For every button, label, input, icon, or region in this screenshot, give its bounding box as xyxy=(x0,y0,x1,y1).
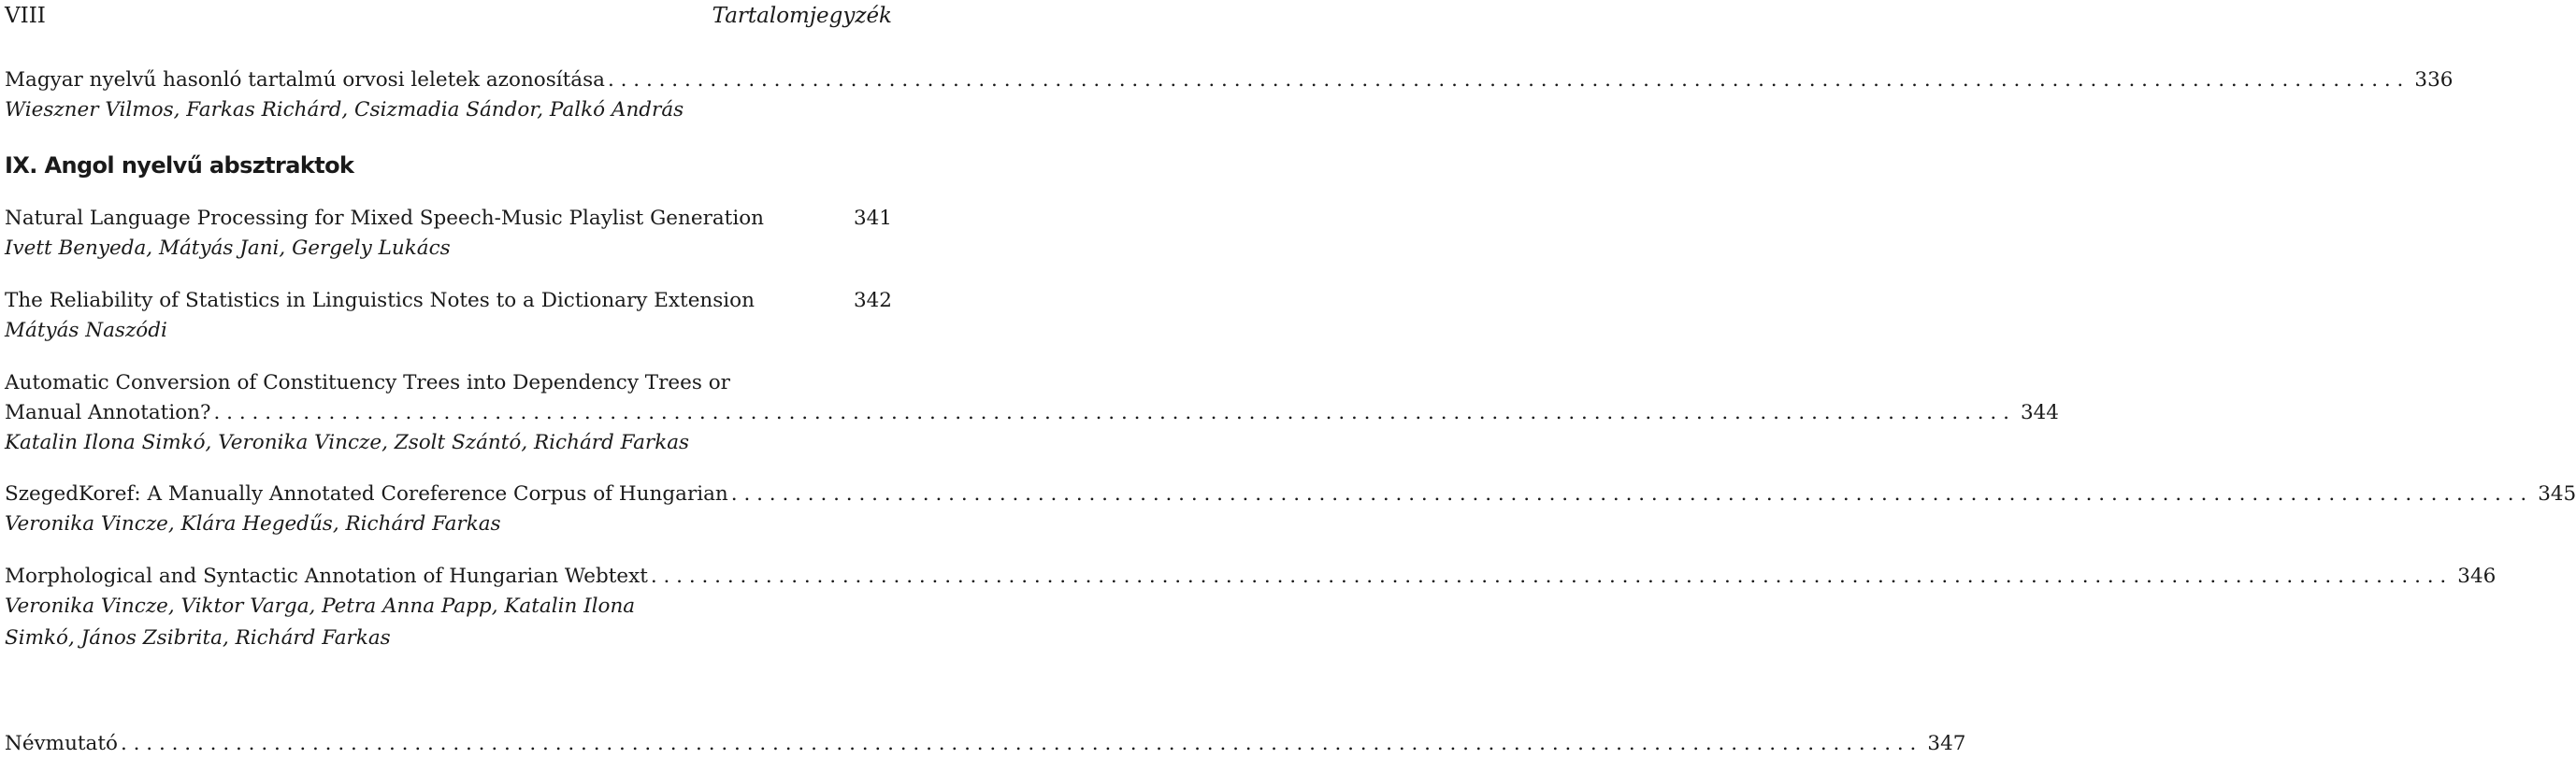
toc-entry-index xyxy=(5,729,1966,759)
entry-authors: Katalin Ilona Simkó, Veronika Vincze, Zsolt Szántó, Richárd Farkas xyxy=(5,431,690,454)
toc-entry-title xyxy=(5,286,892,316)
toc-entry-title-line1 xyxy=(5,368,892,398)
entry-title: The Reliability of Statistics in Linguistics Notes to a Dictionary Extension xyxy=(5,289,755,312)
entry-title: SzegedKoref: A Manually Annotated Coreference Corpus of Hungarian xyxy=(5,482,728,506)
dot-leader xyxy=(214,398,2009,428)
part-heading: IX. Angol nyelvű absztraktok xyxy=(5,152,354,179)
entry-page-number: 346 xyxy=(2457,565,2497,588)
toc-entry-title xyxy=(5,562,2497,592)
entry-title: Natural Language Processing for Mixed Speech-Music Playlist Generation xyxy=(5,207,764,230)
entry-title: Manual Annotation? xyxy=(5,401,211,424)
entry-authors: Wieszner Vilmos, Farkas Richárd, Csizmadia Sándor, Palkó András xyxy=(5,98,684,122)
entry-page-number: 336 xyxy=(2414,68,2454,92)
entry-authors: Ivett Benyeda, Mátyás Jani, Gergely Lukács xyxy=(5,236,451,260)
entry-title: Magyar nyelvű hasonló tartalmú orvosi leletek azonosítása xyxy=(5,68,605,92)
dot-leader xyxy=(651,562,2446,592)
entry-authors-line1: Veronika Vincze, Viktor Varga, Petra Anna Papp, Katalin Ilona xyxy=(5,594,636,618)
page-number: VIII xyxy=(5,4,46,28)
running-head xyxy=(5,2,892,30)
entry-page-number: 344 xyxy=(2020,401,2059,424)
entry-authors: Mátyás Naszódi xyxy=(5,319,167,342)
toc-entry-title xyxy=(5,204,892,234)
entry-authors-line2: Simkó, János Zsibrita, Richárd Farkas xyxy=(5,626,391,650)
toc-entry-title-line2 xyxy=(5,398,2059,428)
dot-leader xyxy=(608,65,2403,95)
entry-page-number: 345 xyxy=(2538,482,2576,506)
toc-entry-title xyxy=(5,65,2454,95)
dot-leader xyxy=(731,480,2526,509)
entry-page-number: 342 xyxy=(853,289,892,312)
entry-authors: Veronika Vincze, Klára Hegedűs, Richárd Farkas xyxy=(5,512,501,536)
toc-entry-title xyxy=(5,480,2576,509)
dot-leader xyxy=(121,729,1916,759)
entry-title: Névmutató xyxy=(5,732,118,755)
running-title: Tartalomjegyzék xyxy=(712,4,892,28)
entry-title: Automatic Conversion of Constituency Trees into Dependency Trees or xyxy=(5,371,730,394)
entry-page-number: 347 xyxy=(1927,732,1966,755)
entry-page-number: 341 xyxy=(853,207,892,230)
entry-title: Morphological and Syntactic Annotation of Hungarian Webtext xyxy=(5,565,648,588)
